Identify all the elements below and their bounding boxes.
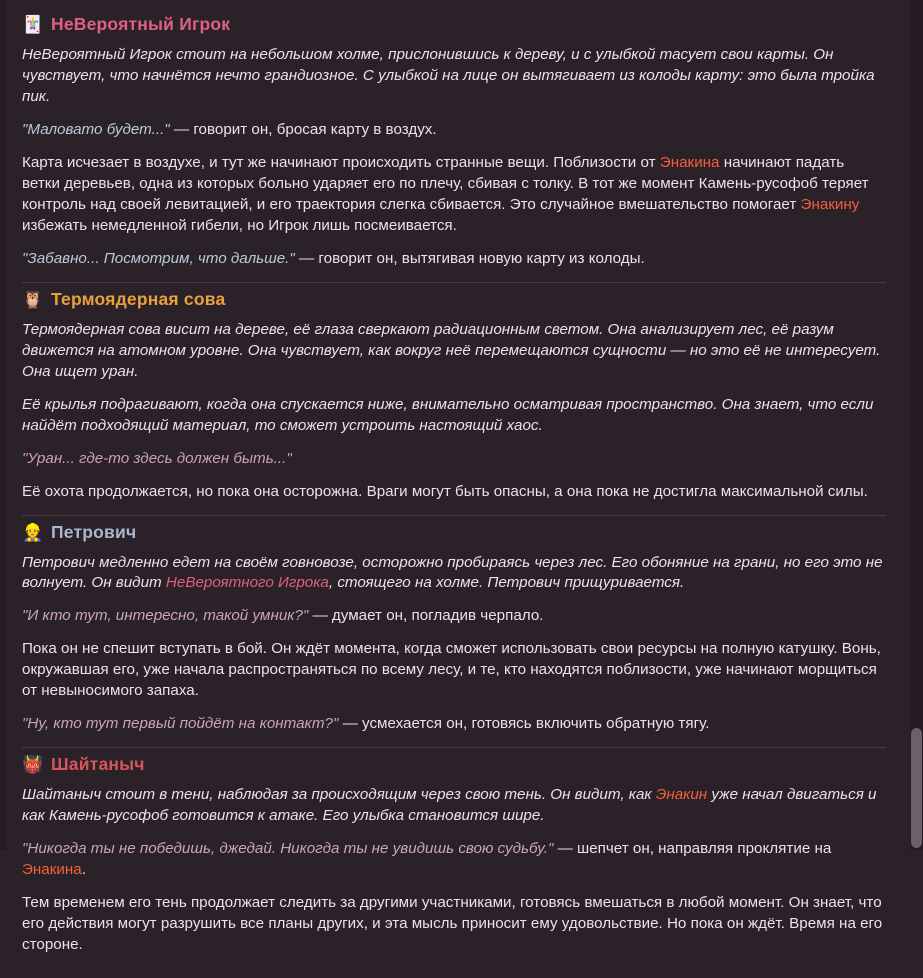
story-paragraph	[22, 785, 886, 827]
worker-icon: 👷	[22, 522, 44, 542]
paragraph-text: — думает он, погладив черпало.	[308, 607, 544, 625]
paragraph-text: начинают падать ветки деревьев, одна из которых больно ударяет его по плечу, сбивая с толку. В тот же момент Камень-русофоб теряет контроль над своей левитацией, и его траектория слегка сбивается. Это случайное вмешательство помогает	[22, 153, 869, 213]
section-header	[22, 522, 886, 543]
paragraph-text: Термоядерная сова висит на дереве, её глаза сверкают радиационным светом. Она анализирует лес, её разум движется на атомном уровне. Она чувствует, как вокруг неё перемещаются сущности — но это её не интересует. Она ищет уран.	[22, 320, 881, 380]
paragraph-text: Пока он не спешит вступать в бой. Он ждёт момента, когда сможет использовать свои ресурсы на полную катушку. Вонь, окружавшая его, уже начала распространяться по всему лесу, и те, кто находятся поблизости, уже начинают морщиться от невыносимого запаха.	[22, 640, 881, 700]
paragraph-text: Её охота продолжается, но пока она осторожна. Враги могут быть опасны, а она пока не достигла максимальной силы.	[22, 482, 868, 500]
left-edge-bar	[0, 0, 6, 850]
highlighted-text: "И кто тут, интересно, такой умник?"	[22, 607, 309, 625]
story-paragraph	[22, 553, 886, 595]
story-paragraph	[22, 395, 886, 437]
section-divider	[22, 515, 886, 516]
highlighted-text: "Никогда ты не победишь, джедай. Никогда ты не увидишь свою судьбу."	[22, 840, 554, 858]
paragraph-text: — шепчет он, направляя проклятие на	[553, 840, 832, 858]
highlighted-text: НеВероятного Игрока	[165, 574, 329, 592]
highlighted-text: "Маловато будет..."	[22, 120, 170, 138]
story-paragraph	[22, 449, 886, 470]
character-name: Петрович	[51, 521, 137, 542]
story-paragraph	[22, 320, 886, 383]
paragraph-text: — усмехается он, готовясь включить обратную тягу.	[338, 715, 710, 733]
scrollbar-thumb[interactable]	[911, 728, 922, 848]
paragraph-text: Шайтаныч стоит в тени, наблюдая за происходящим через свою тень. Он видит, как	[22, 786, 656, 804]
highlighted-text: "Уран... где-то здесь должен быть..."	[22, 449, 292, 467]
character-name: НеВероятный Игрок	[51, 14, 231, 34]
paragraph-text: .	[81, 861, 86, 879]
story-section	[22, 522, 886, 749]
highlighted-text: Энакина	[659, 153, 720, 171]
character-name: Термоядерная сова	[51, 288, 226, 309]
paragraph-text: избежать немедленной гибели, но Игрок лишь посмеивается.	[22, 216, 457, 234]
paragraph-text: уже начал двигаться и как Камень-русофоб готовится к атаке. Его улыбка становится шире.	[22, 786, 877, 825]
story-paragraph	[22, 893, 886, 956]
story-paragraph	[22, 153, 886, 237]
section-divider	[22, 282, 886, 283]
highlighted-text: Энакину	[800, 195, 860, 213]
paragraph-text: НеВероятный Игрок стоит на небольшом холме, прислонившись к дереву, и с улыбкой тасует свои карты. Он чувствует, что начнётся нечто грандиозное. С улыбкой на лице он вытягивает из колоды карту: это была тройка пик.	[22, 46, 875, 105]
story-paragraph	[22, 714, 886, 735]
section-header	[22, 754, 886, 775]
paragraph-text: Тем временем его тень продолжает следить за другими участниками, готовясь вмешаться в любой момент. Он знает, что его действия могут разрушить все планы других, и эта мысль приносит ему удовольствие. Но пока он ждёт. Время на его стороне.	[22, 894, 883, 954]
story-paragraph	[22, 249, 886, 270]
scrollbar-track[interactable]	[910, 0, 923, 850]
section-header	[22, 289, 886, 310]
highlighted-text: "Ну, кто тут первый пойдёт на контакт?"	[22, 715, 339, 733]
paragraph-text: , стоящего на холме. Петрович прищуривается.	[328, 574, 685, 592]
joker-card-icon: 🃏	[22, 15, 44, 34]
story-paragraph	[22, 639, 886, 702]
story-section	[22, 289, 886, 516]
section-header	[22, 14, 886, 35]
paragraph-text: Её крылья подрагивают, когда она спускается ниже, внимательно осматривая пространство. Она знает, что если найдёт подходящий материал, то сможет устроить настоящий хаос.	[22, 395, 874, 434]
paragraph-text: — говорит он, бросая карту в воздух.	[169, 120, 437, 138]
owl-icon: 🦉	[22, 289, 44, 309]
highlighted-text: Энакин	[655, 786, 708, 804]
paragraph-text: Карта исчезает в воздухе, и тут же начинают происходить странные вещи. Поблизости от	[22, 153, 660, 171]
story-paragraph	[22, 120, 886, 141]
story-paragraph	[22, 839, 886, 881]
story-section	[22, 14, 886, 283]
paragraph-text: — говорит он, вытягивая новую карту из колоды.	[294, 249, 645, 267]
highlighted-text: "Забавно... Посмотрим, что дальше."	[22, 249, 295, 267]
paragraph-text: Петрович медленно едет на своём говновозе, осторожно пробираясь через лес. Его обоняние на грани, но его это не волнует. Он видит	[22, 553, 883, 592]
section-divider	[22, 747, 886, 748]
story-section	[22, 754, 886, 956]
devil-icon: 👹	[22, 755, 44, 775]
highlighted-text: Энакина	[22, 861, 82, 879]
story-paragraph	[22, 45, 886, 108]
story-paragraph	[22, 606, 886, 627]
character-name: Шайтаныч	[51, 754, 145, 775]
story-paragraph	[22, 482, 886, 503]
